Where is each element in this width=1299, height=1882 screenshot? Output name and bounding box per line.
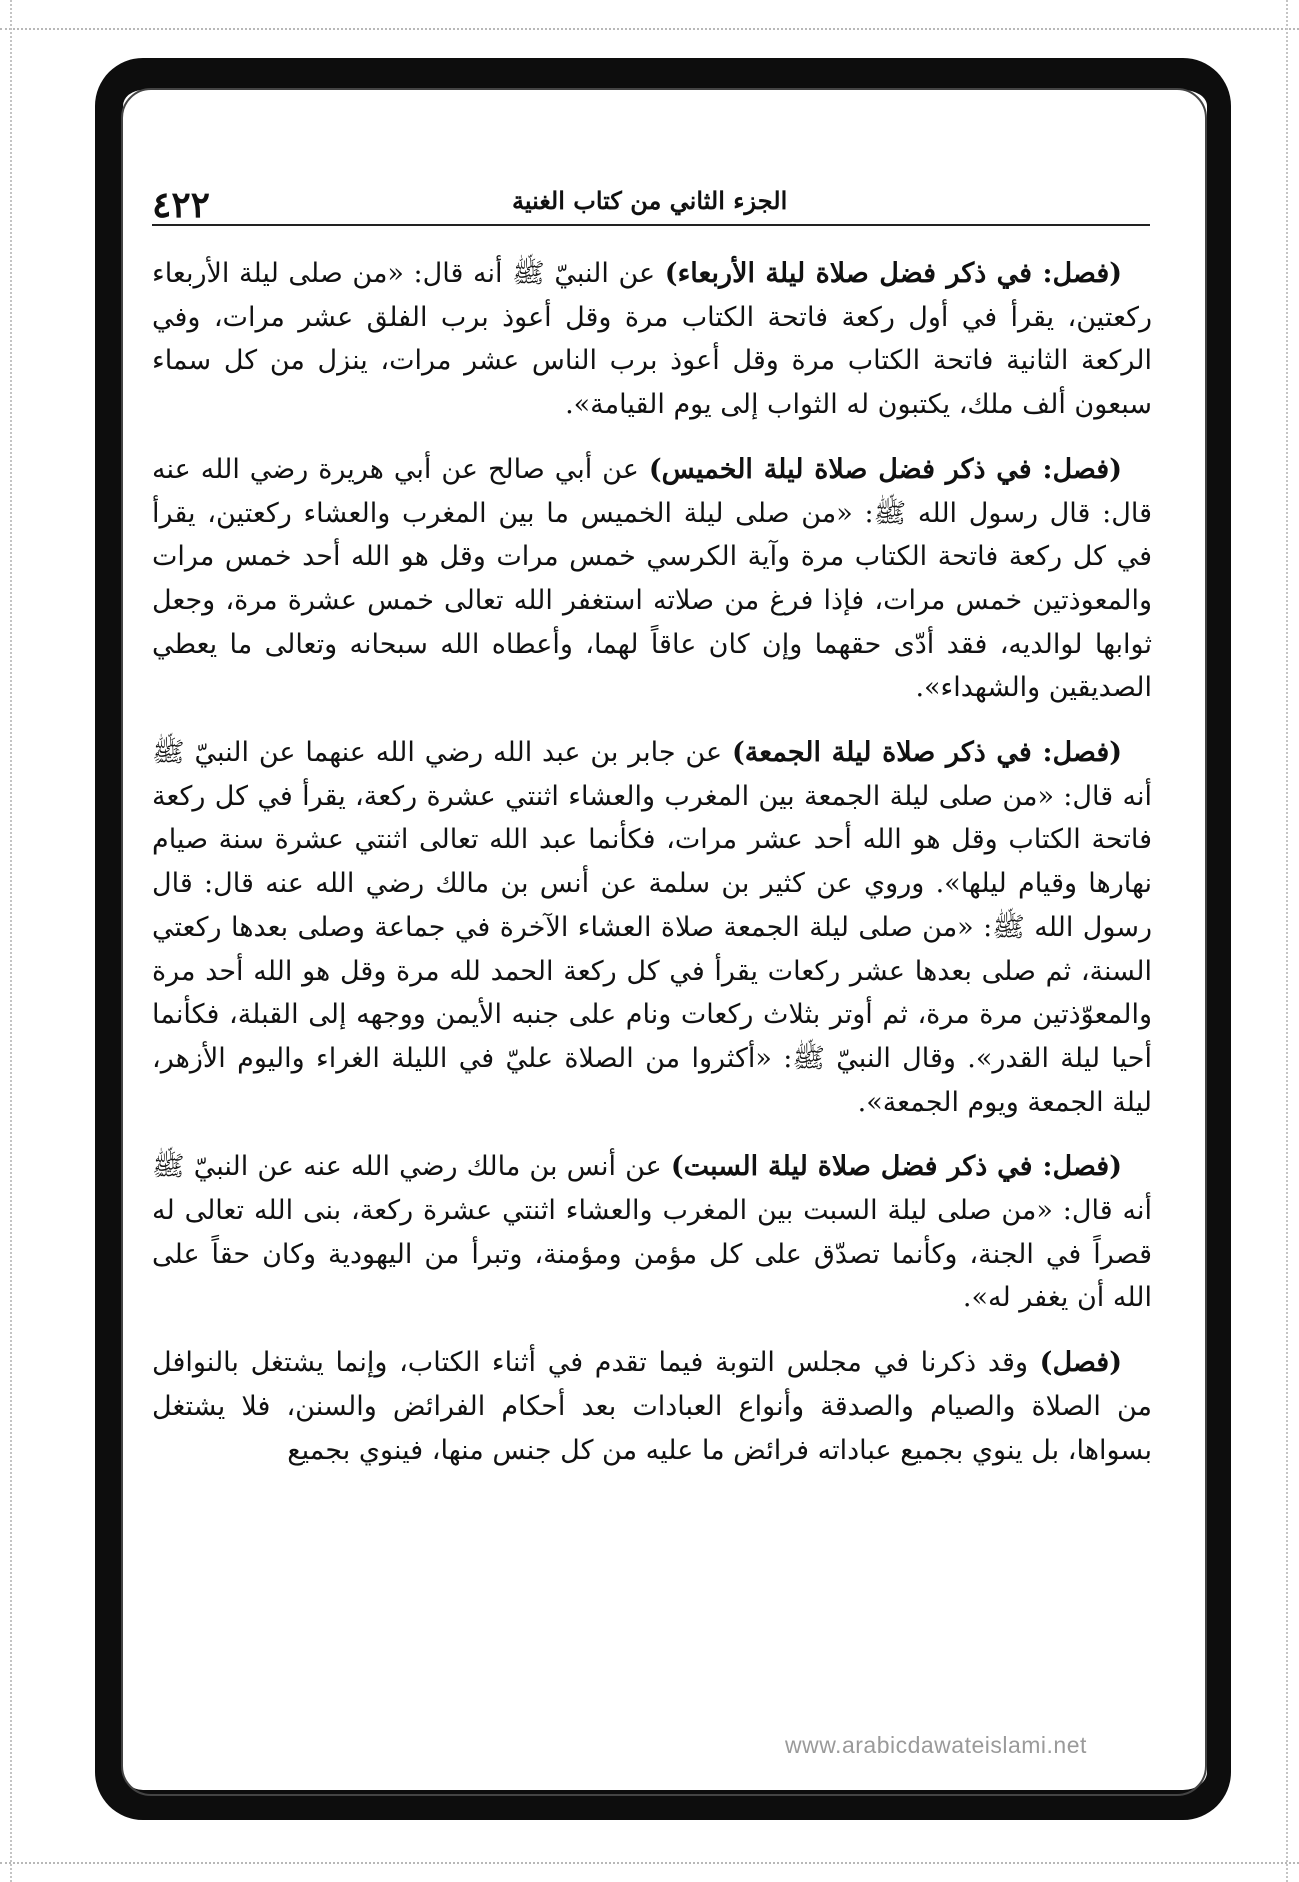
paragraph-body: عن أبي صالح عن أبي هريرة رضي الله عنه قال: قال رسول الله ﷺ: «من صلى ليلة الخميس ما بين المغرب والعشاء ركعتين، يقرأ في كل ركعة فاتحة الكتاب مرة وآية الكرسي خمس مرات وقل هو الله أحد خمس مرات والمعوذتين خمس مرات، فإذا فرغ من صلاته استغفر الله تعالى خمس عشرة مرة، وجعل ثوابها لوالديه، فقد أدّى حقهما وإن كان عاقاً لهما، وأعطاه الله سبحانه وتعالى ما يعطي الصديقين والشهداء». [152,453,1152,704]
scan-guide-line-right [1286,0,1288,1882]
paragraph-body: وقد ذكرنا في مجلس التوبة فيما تقدم في أثناء الكتاب، وإنما يشتغل بالنوافل من الصلاة والصيام والصدقة وأنواع العبادات بعد أحكام الفرائض والسنن، فلا يشتغل بسواها، بل ينوي بجميع عباداته فرائض ما عليه من كل جنس منها، فينوي بجميع [152,1347,1152,1466]
scan-guide-line-left [10,0,12,1882]
paragraph-wednesday-prayer [152,252,1152,427]
paragraph-saturday-prayer [152,1145,1152,1320]
paragraph-body: عن أنس بن مالك رضي الله عنه عن النبيّ ﷺ أنه قال: «من صلى ليلة السبت بين المغرب والعشاء اثنتي عشرة ركعة، بنى الله تعالى له قصراً في الجنة، وكأنما تصدّق على كل مؤمن ومؤمنة، وتبرأ من اليهودية وكان حقاً على الله أن يغفر له». [152,1151,1152,1314]
page-header [152,180,1150,226]
paragraph-body: عن النبيّ ﷺ أنه قال: «من صلى ليلة الأربعاء ركعتين، يقرأ في أول ركعة فاتحة الكتاب مرة وقل أعوذ برب الفلق عشر مرات، وفي الركعة الثانية فاتحة الكتاب مرة وقل أعوذ برب الناس عشر مرات، ينزل من كل سماء سبعون ألف ملك، يكتبون له الثواب إلى يوم القيامة». [152,258,1152,421]
scan-guide-line-bottom [0,1862,1299,1864]
paragraph-thursday-prayer [152,448,1152,710]
section-heading: (فصل) [1039,1347,1122,1379]
section-heading: (فصل: في ذكر فضل صلاة ليلة الأربعاء) [664,258,1123,289]
website-watermark: www.arabicdawateislami.net [785,1732,1087,1758]
page-number: ٤٢٢ [152,184,211,226]
paragraph-friday-prayer [152,731,1152,1124]
section-heading: (فصل: في ذكر فضل صلاة ليلة السبت) [670,1151,1122,1183]
section-heading: (فصل: في ذكر صلاة ليلة الجمعة) [731,737,1122,769]
paragraph-supererogatory [152,1341,1152,1472]
section-heading: (فصل: في ذكر فضل صلاة ليلة الخميس) [648,453,1122,485]
paragraph-body: عن جابر بن عبد الله رضي الله عنهما عن النبيّ ﷺ أنه قال: «من صلى ليلة الجمعة بين المغرب والعشاء اثنتي عشرة ركعة، يقرأ في كل ركعة فاتحة الكتاب وقل هو الله أحد عشر مرات، فكأنما عبد الله تعالى اثنتي عشرة سنة صيام نهارها وقيام ليلها». وروي عن كثير بن سلمة عن أنس بن مالك رضي الله عنه قال: قال رسول الله ﷺ: «من صلى ليلة الجمعة صلاة العشاء الآخرة في جماعة وصلى بعدها ركعتي السنة، ثم صلى بعدها عشر ركعات يقرأ في كل ركعة الحمد لله مرة وقل هو الله أحد مرة والمعوّذتين مرة مرة، ثم أوتر بثلاث ركعات ونام على جنبه الأيمن ووجهه إلى القبلة، فكأنما أحيا ليلة القدر». وقال النبيّ ﷺ: «أكثروا من الصلاة عليّ في الليلة الغراء واليوم الأزهر، ليلة الجمعة ويوم الجمعة». [152,737,1152,1118]
scan-guide-line-top [0,28,1299,30]
page-content [152,252,1152,1472]
running-title: الجزء الثاني من كتاب الغنية [512,186,788,215]
